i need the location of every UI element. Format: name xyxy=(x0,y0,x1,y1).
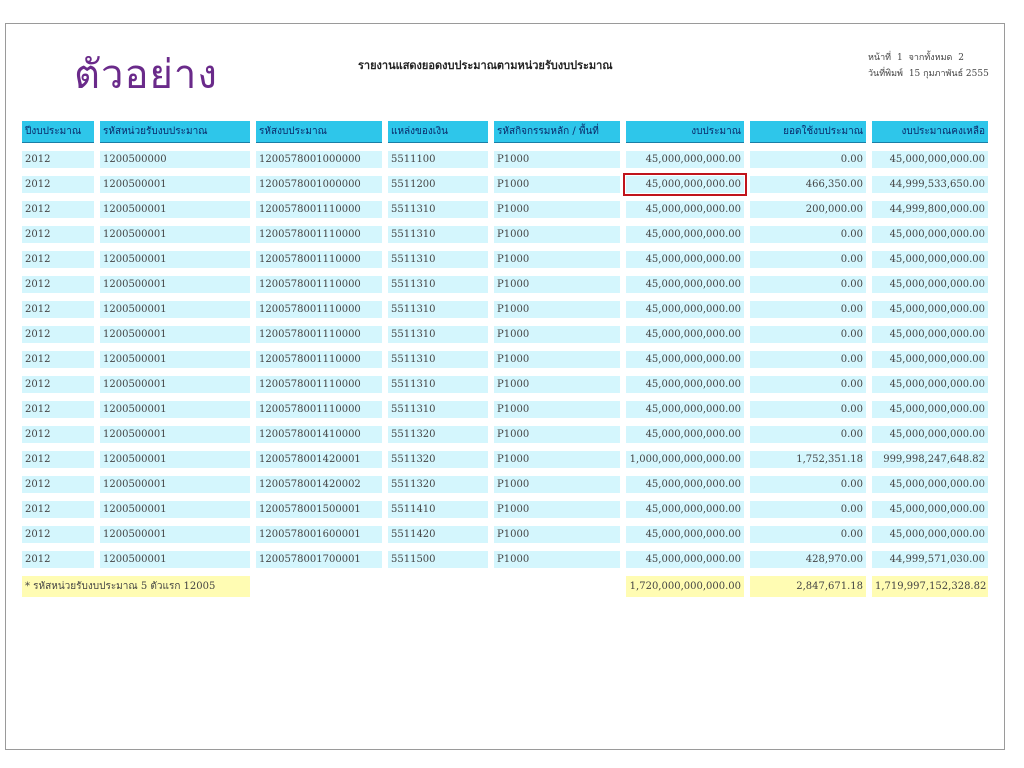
remaining-amount-cell: 45,000,000,000.00 xyxy=(872,151,988,168)
fund-source-cell: 5511310 xyxy=(388,276,488,293)
fiscal-year-cell: 2012 xyxy=(22,301,94,318)
budget-amount-cell: 45,000,000,000.00 xyxy=(626,426,744,443)
column-header: งบประมาณคงเหลือ xyxy=(872,121,988,143)
table-row xyxy=(22,426,988,443)
total-note: * รหัสหน่วยรับงบประมาณ 5 ตัวแรก 12005 xyxy=(22,576,250,597)
page-info xyxy=(868,50,992,82)
budget-code-cell: 1200578001110000 xyxy=(256,351,382,368)
budget-code-cell: 1200578001410000 xyxy=(256,426,382,443)
activity-code-cell: P1000 xyxy=(494,526,620,543)
fiscal-year-cell: 2012 xyxy=(22,226,94,243)
activity-code-cell: P1000 xyxy=(494,251,620,268)
budget-amount-cell: 45,000,000,000.00 xyxy=(626,251,744,268)
fund-source-cell: 5511420 xyxy=(388,526,488,543)
fiscal-year-cell: 2012 xyxy=(22,151,94,168)
budget-code-cell: 1200578001110000 xyxy=(256,276,382,293)
fiscal-year-cell: 2012 xyxy=(22,276,94,293)
budget-code-cell: 1200578001000000 xyxy=(256,176,382,193)
table-row xyxy=(22,251,988,268)
column-header: แหล่งของเงิน xyxy=(388,121,488,143)
column-header: ยอดใช้งบประมาณ xyxy=(750,121,866,143)
budget-code-cell: 1200578001420002 xyxy=(256,476,382,493)
budget-code-cell: 1200578001000000 xyxy=(256,151,382,168)
activity-code-cell: P1000 xyxy=(494,476,620,493)
used-amount-cell: 200,000.00 xyxy=(750,201,866,218)
remaining-amount-cell: 45,000,000,000.00 xyxy=(872,376,988,393)
budget-amount-cell: 45,000,000,000.00 xyxy=(626,376,744,393)
budget-unit-code-cell: 1200500001 xyxy=(100,376,250,393)
used-amount-cell: 0.00 xyxy=(750,376,866,393)
budget-unit-code-cell: 1200500001 xyxy=(100,526,250,543)
fund-source-cell: 5511310 xyxy=(388,226,488,243)
used-amount-cell: 0.00 xyxy=(750,426,866,443)
used-amount-cell: 0.00 xyxy=(750,501,866,518)
watermark-text: ตัวอย่าง xyxy=(74,52,218,98)
budget-unit-code-cell: 1200500001 xyxy=(100,176,250,193)
activity-code-cell: P1000 xyxy=(494,201,620,218)
activity-code-cell: P1000 xyxy=(494,451,620,468)
table-row xyxy=(22,201,988,218)
table-row xyxy=(22,451,988,468)
remaining-amount-cell: 44,999,533,650.00 xyxy=(872,176,988,193)
budget-unit-code-cell: 1200500001 xyxy=(100,201,250,218)
budget-report-table xyxy=(16,113,994,605)
used-amount-cell: 0.00 xyxy=(750,476,866,493)
fund-source-cell: 5511310 xyxy=(388,251,488,268)
column-header: รหัสกิจกรรมหลัก / พื้นที่ xyxy=(494,121,620,143)
table-row xyxy=(22,326,988,343)
fiscal-year-cell: 2012 xyxy=(22,326,94,343)
empty-cell xyxy=(494,576,620,597)
budget-code-cell: 1200578001110000 xyxy=(256,376,382,393)
fiscal-year-cell: 2012 xyxy=(22,201,94,218)
total-row xyxy=(22,576,988,597)
fiscal-year-cell: 2012 xyxy=(22,451,94,468)
budget-amount-cell: 45,000,000,000.00 xyxy=(626,276,744,293)
remaining-amount-cell: 45,000,000,000.00 xyxy=(872,276,988,293)
budget-unit-code-cell: 1200500001 xyxy=(100,301,250,318)
budget-amount-cell: 45,000,000,000.00 xyxy=(626,226,744,243)
budget-code-cell: 1200578001110000 xyxy=(256,226,382,243)
table-row xyxy=(22,501,988,518)
budget-amount-cell: 45,000,000,000.00 xyxy=(626,326,744,343)
activity-code-cell: P1000 xyxy=(494,326,620,343)
empty-cell xyxy=(388,576,488,597)
remaining-amount-cell: 45,000,000,000.00 xyxy=(872,301,988,318)
fiscal-year-cell: 2012 xyxy=(22,501,94,518)
table-row xyxy=(22,551,988,568)
table-row xyxy=(22,226,988,243)
remaining-amount-cell: 999,998,247,648.82 xyxy=(872,451,988,468)
budget-code-cell: 1200578001110000 xyxy=(256,251,382,268)
total-used: 2,847,671.18 xyxy=(750,576,866,597)
total-budget: 1,720,000,000,000.00 xyxy=(626,576,744,597)
fund-source-cell: 5511410 xyxy=(388,501,488,518)
print-date-label: วันที่พิมพ์ xyxy=(868,69,903,79)
fund-source-cell: 5511100 xyxy=(388,151,488,168)
empty-cell xyxy=(256,576,382,597)
remaining-amount-cell: 45,000,000,000.00 xyxy=(872,426,988,443)
activity-code-cell: P1000 xyxy=(494,351,620,368)
budget-code-cell: 1200578001110000 xyxy=(256,301,382,318)
budget-amount-cell: 45,000,000,000.00 xyxy=(626,176,744,193)
budget-code-cell: 1200578001600001 xyxy=(256,526,382,543)
fiscal-year-cell: 2012 xyxy=(22,251,94,268)
activity-code-cell: P1000 xyxy=(494,301,620,318)
table-row xyxy=(22,526,988,543)
used-amount-cell: 0.00 xyxy=(750,276,866,293)
activity-code-cell: P1000 xyxy=(494,376,620,393)
fund-source-cell: 5511310 xyxy=(388,376,488,393)
column-header: รหัสหน่วยรับงบประมาณ xyxy=(100,121,250,143)
budget-unit-code-cell: 1200500001 xyxy=(100,226,250,243)
used-amount-cell: 0.00 xyxy=(750,326,866,343)
column-header: ปีงบประมาณ xyxy=(22,121,94,143)
table-row xyxy=(22,301,988,318)
fund-source-cell: 5511310 xyxy=(388,201,488,218)
fund-source-cell: 5511310 xyxy=(388,351,488,368)
table-body xyxy=(22,151,988,568)
activity-code-cell: P1000 xyxy=(494,501,620,518)
fiscal-year-cell: 2012 xyxy=(22,351,94,368)
table-row xyxy=(22,376,988,393)
budget-code-cell: 1200578001110000 xyxy=(256,201,382,218)
fund-source-cell: 5511320 xyxy=(388,451,488,468)
activity-code-cell: P1000 xyxy=(494,226,620,243)
budget-unit-code-cell: 1200500001 xyxy=(100,476,250,493)
remaining-amount-cell: 45,000,000,000.00 xyxy=(872,501,988,518)
activity-code-cell: P1000 xyxy=(494,151,620,168)
budget-code-cell: 1200578001110000 xyxy=(256,401,382,418)
fund-source-cell: 5511310 xyxy=(388,326,488,343)
table-row xyxy=(22,151,988,168)
column-header: รหัสงบประมาณ xyxy=(256,121,382,143)
budget-amount-cell: 45,000,000,000.00 xyxy=(626,501,744,518)
used-amount-cell: 0.00 xyxy=(750,151,866,168)
fiscal-year-cell: 2012 xyxy=(22,426,94,443)
used-amount-cell: 428,970.00 xyxy=(750,551,866,568)
activity-code-cell: P1000 xyxy=(494,176,620,193)
budget-unit-code-cell: 1200500001 xyxy=(100,451,250,468)
page-number: 1 xyxy=(896,53,903,63)
fiscal-year-cell: 2012 xyxy=(22,476,94,493)
remaining-amount-cell: 45,000,000,000.00 xyxy=(872,476,988,493)
budget-unit-code-cell: 1200500001 xyxy=(100,251,250,268)
remaining-amount-cell: 45,000,000,000.00 xyxy=(872,351,988,368)
of-label: จากทั้งหมด xyxy=(908,53,953,63)
budget-unit-code-cell: 1200500001 xyxy=(100,551,250,568)
page-label: หน้าที่ xyxy=(868,53,892,63)
table-row xyxy=(22,276,988,293)
used-amount-cell: 0.00 xyxy=(750,226,866,243)
budget-amount-cell: 45,000,000,000.00 xyxy=(626,551,744,568)
fiscal-year-cell: 2012 xyxy=(22,376,94,393)
budget-unit-code-cell: 1200500001 xyxy=(100,276,250,293)
total-remaining: 1,719,997,152,328.82 xyxy=(872,576,988,597)
budget-code-cell: 1200578001110000 xyxy=(256,326,382,343)
activity-code-cell: P1000 xyxy=(494,551,620,568)
budget-amount-cell: 45,000,000,000.00 xyxy=(626,151,744,168)
budget-unit-code-cell: 1200500001 xyxy=(100,326,250,343)
budget-amount-cell: 45,000,000,000.00 xyxy=(626,201,744,218)
budget-unit-code-cell: 1200500001 xyxy=(100,401,250,418)
table-row xyxy=(22,176,988,193)
budget-amount-cell: 45,000,000,000.00 xyxy=(626,351,744,368)
budget-amount-cell: 45,000,000,000.00 xyxy=(626,401,744,418)
fiscal-year-cell: 2012 xyxy=(22,526,94,543)
table-row xyxy=(22,476,988,493)
remaining-amount-cell: 44,999,571,030.00 xyxy=(872,551,988,568)
report-title: รายงานแสดงยอดงบประมาณตามหน่วยรับงบประมาณ xyxy=(358,59,613,72)
fund-source-cell: 5511310 xyxy=(388,301,488,318)
fiscal-year-cell: 2012 xyxy=(22,401,94,418)
fund-source-cell: 5511320 xyxy=(388,476,488,493)
used-amount-cell: 0.00 xyxy=(750,301,866,318)
used-amount-cell: 0.00 xyxy=(750,251,866,268)
budget-unit-code-cell: 1200500001 xyxy=(100,351,250,368)
table-row xyxy=(22,351,988,368)
fund-source-cell: 5511320 xyxy=(388,426,488,443)
budget-code-cell: 1200578001700001 xyxy=(256,551,382,568)
used-amount-cell: 466,350.00 xyxy=(750,176,866,193)
fiscal-year-cell: 2012 xyxy=(22,551,94,568)
fund-source-cell: 5511200 xyxy=(388,176,488,193)
budget-code-cell: 1200578001500001 xyxy=(256,501,382,518)
activity-code-cell: P1000 xyxy=(494,276,620,293)
budget-amount-cell: 45,000,000,000.00 xyxy=(626,476,744,493)
table-header-row xyxy=(22,121,988,143)
table-row xyxy=(22,401,988,418)
used-amount-cell: 0.00 xyxy=(750,351,866,368)
remaining-amount-cell: 45,000,000,000.00 xyxy=(872,526,988,543)
print-date: 15 กุมภาพันธ์ 2555 xyxy=(908,69,989,79)
used-amount-cell: 1,752,351.18 xyxy=(750,451,866,468)
budget-amount-cell: 45,000,000,000.00 xyxy=(626,301,744,318)
used-amount-cell: 0.00 xyxy=(750,526,866,543)
fiscal-year-cell: 2012 xyxy=(22,176,94,193)
remaining-amount-cell: 45,000,000,000.00 xyxy=(872,226,988,243)
remaining-amount-cell: 44,999,800,000.00 xyxy=(872,201,988,218)
activity-code-cell: P1000 xyxy=(494,426,620,443)
budget-amount-cell: 45,000,000,000.00 xyxy=(626,526,744,543)
budget-code-cell: 1200578001420001 xyxy=(256,451,382,468)
remaining-amount-cell: 45,000,000,000.00 xyxy=(872,326,988,343)
activity-code-cell: P1000 xyxy=(494,401,620,418)
remaining-amount-cell: 45,000,000,000.00 xyxy=(872,401,988,418)
budget-unit-code-cell: 1200500000 xyxy=(100,151,250,168)
remaining-amount-cell: 45,000,000,000.00 xyxy=(872,251,988,268)
fund-source-cell: 5511500 xyxy=(388,551,488,568)
total-pages: 2 xyxy=(958,53,964,63)
budget-unit-code-cell: 1200500001 xyxy=(100,501,250,518)
budget-amount-cell: 1,000,000,000,000.00 xyxy=(626,451,744,468)
budget-unit-code-cell: 1200500001 xyxy=(100,426,250,443)
fund-source-cell: 5511310 xyxy=(388,401,488,418)
column-header: งบประมาณ xyxy=(626,121,744,143)
used-amount-cell: 0.00 xyxy=(750,401,866,418)
